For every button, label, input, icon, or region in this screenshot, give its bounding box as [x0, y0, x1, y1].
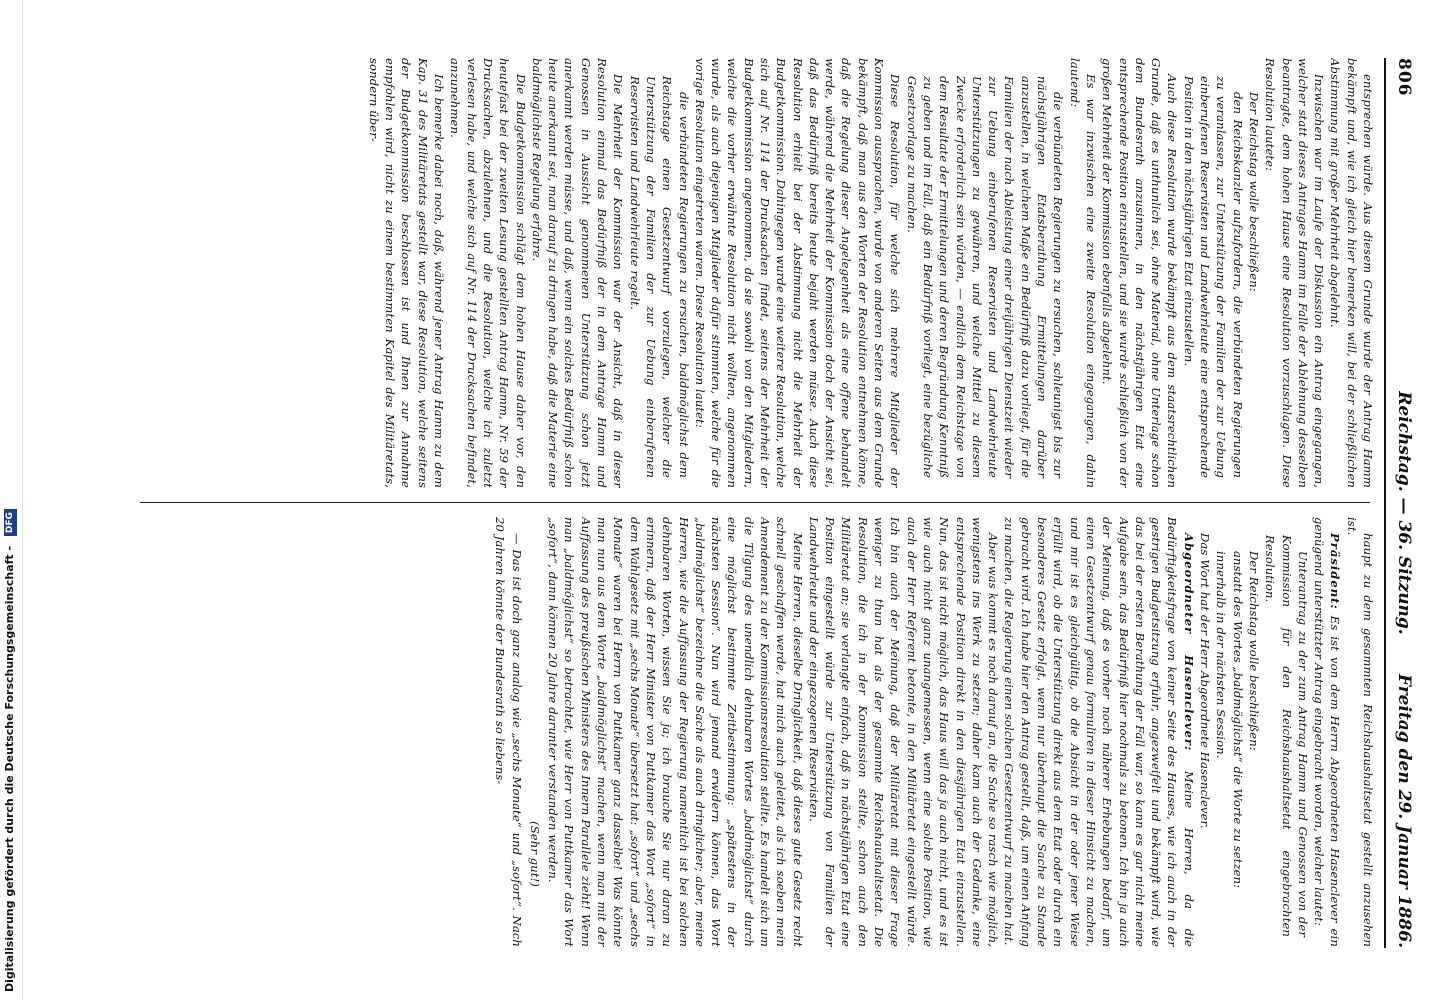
paragraph [447, 58, 528, 488]
paragraph-text: die verbündeten Regierungen zu ersuchen, baldmöglichst dem Reichstage einen Gesetzentwurf vorzulegen, welcher die Unterstützung der Familien der zur Uebung einberufenen Reservisten und Landwehrleute regelt. [627, 76, 691, 478]
speaker-name: Präsident: [1328, 533, 1343, 610]
paragraph [1099, 58, 1180, 488]
paragraph [1311, 517, 1344, 947]
paragraph-text: Auch diese Resolution wurde bekämpft aus dem staatsrechtlichen Grunde, daß es unthunlich sei, ohne Material, ohne Unterlage schon dem Bundesrath anzusinnen, in den nächstjährigen Etat eine entsprechende Position einzustellen, und sie wurde schließlich von der großen Mehrheit der Kommission ebenfalls abgelehnt. [1100, 58, 1180, 488]
paragraph [1343, 517, 1376, 947]
page-number: 806 [1394, 58, 1414, 97]
right-column [136, 517, 1376, 947]
paragraph-text: Ich bemerke dabei noch, daß, während jener Antrag Hamm zu dem Kap. 31 des Militäretats gestellt war, diese Resolution, welche seitens der Budgetkommission beschlossen ist und Ihnen zur Annahme empfohlen wird, nicht zu einem bestimmten Kapitel des Militäretats, sondern über- [366, 58, 447, 488]
paragraph-text: anstatt des Wortes „baldmöglichst“ die Worte zu setzen: [1230, 551, 1245, 889]
paragraph-text: Der Reichstag wolle beschließen: [1246, 551, 1261, 751]
paragraph [527, 517, 543, 887]
paragraph [1262, 535, 1311, 937]
paragraph-text: Das Wort hat der Herr Abgeordnete Hasenclever. [1198, 533, 1213, 829]
paragraph [626, 76, 691, 478]
paragraph-text: — Das ist doch ganz analog wie „sechs Monate“ und „sofort“. Nach 20 Jahren könnte der Bundesrath so liebens- [493, 517, 524, 947]
paragraph [1066, 58, 1099, 488]
running-title: Reichstag. — 36. Sitzung. [1394, 391, 1414, 635]
paragraph-text: (Sehr gut!) [527, 821, 542, 887]
paragraph [545, 517, 806, 947]
paragraph-text: die verbündeten Regierungen zu ersuchen, schleunigst bis zur nächstjährigen Etatsberathung Ermittelungen darüber anzustellen, in welchem Maße ein Bedürfniß dazu vorliegt, für die Familien der nach Ableistung einer dreijährigen Dienstzeit wieder zur Uebung einberufenen Reservisten und Landwehrleute Unterstützungen zu gewähren, und welche Mittel zu diesem Zwecke erforderlich sein würden, — endlich dem Reichstage von dem Resultate der Ermittelungen und deren Begründung Kenntniß zu geben und im Fall, daß ein Bedürfniß vorliegt, eine bezügliche Gesetzvorlage zu machen. [904, 76, 1066, 478]
paragraph-text: Es ist von dem Herrn Abgeordneten Hasenclever ein genügend unterstützter Antrag eingebracht worden, welcher lautet: [1312, 517, 1343, 947]
paragraph [1262, 58, 1327, 488]
left-column [136, 58, 1376, 488]
page-header [1386, 58, 1420, 948]
paragraph [1246, 76, 1262, 478]
paragraph [903, 76, 1066, 478]
dfg-logo: DFG [4, 509, 17, 536]
digitisation-credit-text: Digitalisierung gefördert durch die Deutsche Forschungsgemeinschaft - [3, 545, 16, 992]
speaker-name: Abgeordneter Hasenclever: [1181, 533, 1196, 752]
paragraph-text: Meine Herren, dieselbe Dringlichkeit, daß dieses gute Gesetz recht schnell geschaffen werde, hat mich auch geleitet, als ich soeben mein Amendement zu der Kommissionsresolution stellte. Es handelt sich um die Tilgung des unendlich dehnbaren Wortes „baldmöglichst“ durch eine möglichst bestimmte Zeitbestimmung: „spätestens in der nächsten Session“. Nun wird jemand erwidern können, das Wort „baldmöglichst“ bezeichne die Sache als auch dringlicher; aber, meine Herren, wie die Auffassung der Regierung namentlich ist bei solchen dehnbaren Worten, wissen Sie ja; ich brauche Sie nur daran zu erinnern, daß der Herr Minister von Puttkamer das Wort „sofort“ in dem Wahlgesetz mit „sechs Monate“ übersetzt hat: „sofort“ und „sechs Monate“ waren bei Herrn von Puttkamer ganz dasselbe! Was könnte man nun aus dem Worte „baldmöglichst“ machen, wenn man mit der Auffassung des preußischen Ministers des Innern Parallele zieht! Wenn man „baldmöglichst“ so betrachtet, wie Herr von Puttkamer das Wort „sofort“, dann können 20 Jahre darunter verstanden werden. [546, 517, 805, 947]
paragraph-text: Unterantrag zu der zum Antrag Hamm und Genossen von der Kommission für den Reichshaushaltsetat eingebrachten Resolution. [1263, 535, 1310, 937]
paragraph-text: Aber was kommt es noch darauf an, die Sache so rasch wie möglich, wenigstens ins Werk zu setzen; daher kam auch der Gedanke, eine entsprechende Position direkt in den diesjährigen Etat einzustellen. Nun, das ist nicht möglich, das Haus will das ja auch nicht, und es ist wie auch nicht ganz unangemessen, wenn eine solche Position, wie auch der Herr Referent betonte, in den Militäretat eingestellt würde. Ich bin auch der Meinung, daß der Militäretat mit dieser Frage weniger zu thun hat als der gesammte Reichshaushaltsetat. Die Resolution, die ich in der Kommission stellte, schon auch den Militäretat an; sie verlangte einfach, daß in nächstjährigen Etat eine Position eingestellt würde zur Unterstützung von Familien der Landwehrleute und der eingezogenen Reservisten. [806, 517, 1001, 947]
paragraph [1180, 76, 1245, 478]
paragraph [1229, 535, 1245, 937]
paragraph-text: entsprechen würde. Aus diesem Grunde wurde der Antrag Hamm bekämpft und, wie ich gleich hier bemerken will, bei der schließlichen Abstimmung mit großer Mehrheit abgelehnt. [1328, 58, 1375, 488]
paragraph-text: Der Reichstag wolle beschließen: [1246, 92, 1261, 292]
header-rule [1384, 58, 1386, 948]
scanned-page [100, 20, 1420, 980]
paragraph [1246, 535, 1262, 937]
digitisation-strip [0, 0, 23, 1000]
paragraph [692, 58, 904, 488]
digitisation-credit [3, 12, 19, 992]
paragraph-text: Meine Herren, da die Bedürftigkeitsfrage von keiner Seite des Hauses, wie ich auch in der gestrigen Budgetsitzung erfuhr, angezweifelt und bekämpft wird, wie das bei der ersten Berathung der Fall war, so kann es gar nicht meine Aufgabe sein, das Bedürfniß hier nochmals zu betonen. Ich bin ja auch der Meinung, daß es vorher noch näherer Erhebungen bedarf, um einen Gesetzentwurf genau formuliren in dieser Hinsicht zu machen, und mir ist es gleichgültig, ob die Absicht in der oder jener Weise erfüllt wird, ob die Unterstützung direkt aus dem Etat oder durch ein besonderes Gesetz erfolgt, wenn nur überhaupt die Sache zu Stande gebracht wird. Ich habe hier den Antrag gestellt, daß, um einen Anfang zu machen, die Regierung einen solchen Gesetzentwurf zu machen hat. [1002, 517, 1196, 947]
paragraph-text: innerhalb in der nächsten Session. [1214, 551, 1229, 759]
paragraph-text: den Reichskanzler aufzufordern, die verbündeten Regierungen zu veranlassen, zur Unterstützung der Familien der zur Uebung einberufenen Reservisten und Landwehrleute eine entsprechende Position in den nächstjährigen Etat einzustellen. [1181, 76, 1245, 478]
paragraph-text: haupt zu dem gesammten Reichshaushaltsetat gestellt anzusehen ist. [1344, 517, 1375, 947]
paragraph [1327, 58, 1376, 488]
paragraph [806, 517, 1002, 947]
paragraph [492, 517, 525, 947]
paragraph [366, 58, 447, 488]
paragraph-text: Diese Resolution, für welche sich mehrere Mitglieder der Kommission aussprachen, wurde von anderen Seiten aus dem Grunde bekämpft, daß man aus den Worten der Resolution entnehmen könne, daß die Regelung dieser Angelegenheit als eine offene behandelt werde, während die Mehrheit der Kommission doch der Ansicht sei, daß das Bedürfniß bereits heute bejaht werden müsse. Auch diese Resolution erhielt bei der Abstimmung nicht die Mehrheit der Budgetkommission. Dahingegen wurde eine weitere Resolution, welche sich auf Nr. 114 der Drucksachen findet, seitens der Mehrheit der Budgetkommission angenommen, da sie sowohl von den Mitgliedern, welche die vorher erwähnte Resolution nicht wollten, angenommen wurde, als auch diejenigen Mitglieder dafür stimmten, welche für die vorige Resolution eingetreten waren. Diese Resolution lautet: [692, 58, 903, 488]
header-date: Freitag den 29. Januar 1886. [1394, 673, 1414, 948]
paragraph [1197, 517, 1213, 947]
paragraph-text: Die Budgetkommission schlägt dem hohen Hause daher vor, den heutefast bei der zweiten Lesung gestellten Antrag Hamm, Nr. 59 der Drucksachen, abzulehnen, und die Resolution, welche ich zuletzt verlesen habe, und welche sich auf Nr. 114 der Drucksachen befindet, anzunehmen. [448, 58, 528, 488]
paragraph-text: Die Mehrheit der Kommission war der Ansicht, daß in dieser Resolution einmal das Bedürfniß der in dem Antrage Hamm und Genossen in Aussicht genommenen Unterstützung schon jetzt anerkannt werden müsse, und daß, wenn ein solches Bedürfniß schon heute anerkannt sei, man darauf zu dringen habe, daß die Materie eine baldmöglichste Regelung erfahre. [529, 58, 626, 488]
paragraph [1213, 535, 1229, 937]
paragraph-text: Inzwischen war im Laufe der Diskussion ein Antrag eingegangen, welcher statt dieses Antrages Hamm im Falle der Ablehnung desselben beantragte, dem hohen Hause eine Resolution vorzuschlagen. Diese Resolution lautete: [1263, 58, 1327, 488]
paragraph [1001, 517, 1197, 947]
column-divider [140, 502, 1370, 503]
paragraph [529, 58, 627, 488]
paragraph-text: Es war inzwischen eine zweite Resolution eingegangen, dahin lautend: [1067, 58, 1098, 488]
